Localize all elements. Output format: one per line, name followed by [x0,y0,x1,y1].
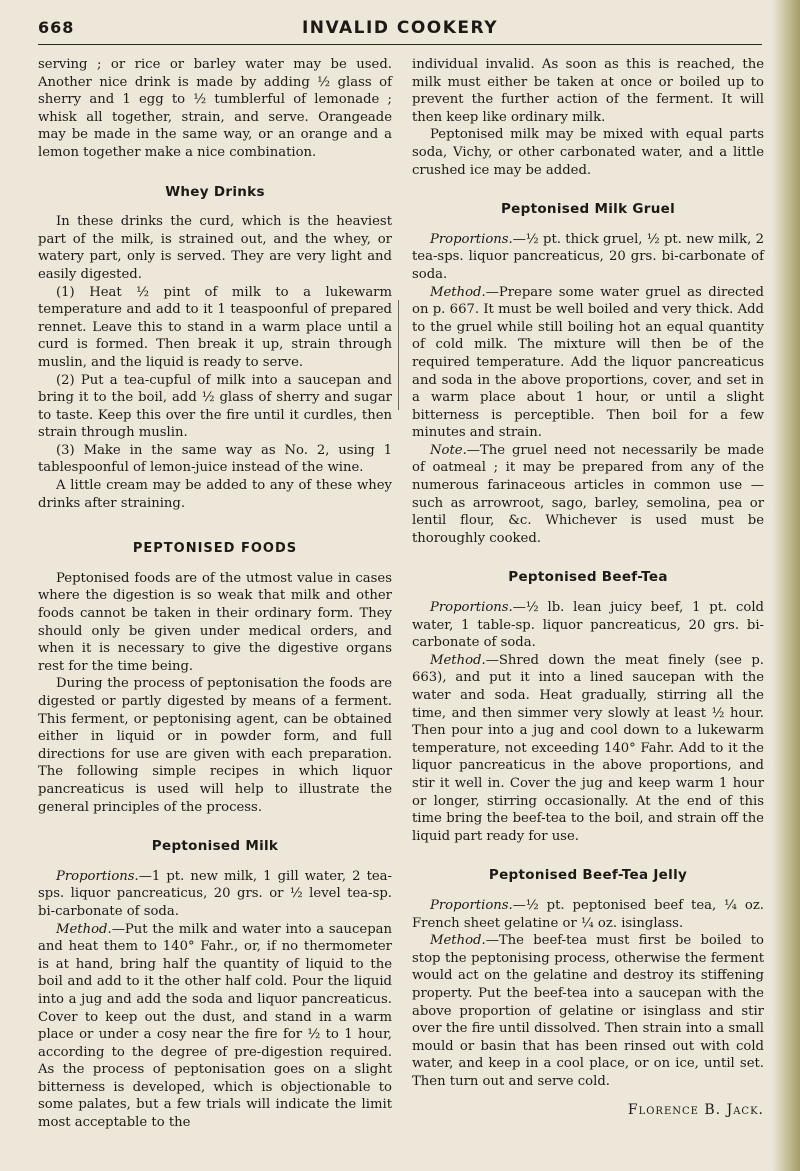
method-text: —Put the milk and water into a saucepan and heat them to 140° Fahr., or, if no thermometer is at hand, bring half the quantity of liquid to the boil and add to it the other half cold. Pour the liquid into a jug and add the soda and liquor pancreaticus. Cover to keep out the dust, and stand in a warm place or under a cosy near the fire for ½ to 1 hour, according to the degree of pre-digestion required. As the process of peptonisation goes on a slight bitterness is developed, which is objectionable to some palates, but a few trials will indicate the limit most acceptable to the [38,921,392,1131]
proportions-paragraph [38,868,392,921]
method-paragraph [38,921,392,1132]
proportions-text: —½ lb. lean juicy beef, 1 pt. cold water, 1 table-sp. liquor pancreaticus, 20 grs. bi-carbonate of soda. [412,600,764,651]
proportions-label: Proportions. [430,231,513,247]
proportions-paragraph [412,599,764,652]
left-column [38,56,392,1132]
method-text: —Prepare some water gruel as directed on p. 667. It must be well boiled and very thick. Add to the gruel while still boiling hot an equal quantity of cold milk. The mixture will then be of the required temperature. Add the liquor pancreaticus and soda in the above proportions, cover, and set in a warm place about 1 hour, or until a slight bitterness is perceptible. Then boil for a few minutes and strain. [412,284,764,441]
proportions-text: —½ pt. thick gruel, ½ pt. new milk, 2 tea-sps. liquor pancreaticus, 20 grs. bi-carbonate of soda. [412,231,764,282]
method-paragraph [412,284,764,442]
proportions-paragraph [412,897,764,932]
note-label: Note. [430,442,467,458]
section-heading-peptonised-foods: PEPTONISED FOODS [132,541,298,557]
section-heading-peptonised-milk-gruel: Peptonised Milk Gruel [500,201,676,218]
proportions-text: —1 pt. new milk, 1 gill water, 2 tea-sps. liquor pancreaticus, 20 grs. or ½ level tea-sp. bi-carbonate of soda. [38,868,392,919]
paragraph: Peptonised milk may be mixed with equal parts soda, Vichy, or other carbonated water, and a little crushed ice may be added. [412,127,764,178]
paragraph: serving ; or rice or barley water may be used. Another nice drink is made by adding ½ glass of sherry and 1 egg to ½ tumblerful of lemonade ; whisk all together, strain, and serve. Orangeade may be made in the same way, or an orange and a lemon together make a nice combination. [38,57,392,160]
method-label: Method. [430,284,486,300]
method-label: Method. [56,921,112,937]
paragraph: In these drinks the curd, which is the heaviest part of the milk, is strained out, and the whey, or watery part, only is served. They are very light and easily digested. [38,214,392,282]
paragraph: Peptonised foods are of the utmost value in cases where the digestion is so weak that milk and other foods cannot be taken in their ordinary form. They should only be given under medical orders, and when it is necessary to give the digestive organs rest for the time being. [38,570,392,674]
right-column [412,56,764,1120]
proportions-paragraph [412,231,764,284]
paragraph: (3) Make in the same way as No. 2, using 1 tablespoonful of lemon-juice instead of the wine. [38,442,392,476]
paragraph: (2) Put a tea-cupful of milk into a saucepan and bring it to the boil, add ½ glass of sherry and sugar to taste. Keep this over the fire until it curdles, then strain through muslin. [38,372,392,441]
method-label: Method. [430,652,486,668]
section-heading-peptonised-milk: Peptonised Milk [151,838,279,855]
proportions-label: Proportions. [430,600,513,616]
page-edge [772,0,800,1171]
paragraph: (1) Heat ½ pint of milk to a lukewarm temperature and add to it 1 teaspoonful of prepared rennet. Leave this to stand in a warm place until a curd is formed. Then break it up, strain through muslin, and the liquid is ready to serve. [38,284,392,370]
running-title: INVALID COOKERY [301,18,499,38]
method-text: —The beef-tea must first be boiled to stop the peptonising process, otherwise the ferment would act on the gelatine and destroy its stiffening property. Put the beef-tea into a saucepan with the above proportion of gelatine or isinglass and stir over the fire until dissolved. Then strain into a small mould or basin that has been rinsed out with cold water, and keep in a cool place, or on ice, until set. Then turn out and serve cold. [412,933,764,1089]
column-rule [398,300,399,410]
method-text: —Shred down the meat finely (see p. 663), and put it into a lined saucepan with the water and soda. Heat gradually, stirring all the time, and then simmer very slowly at least ½ hour. Then pour into a jug and cool down to a lukewarm temperature, not exceeding 140° Fahr. Add to it the liquor pancreaticus in the above proportions, and stir it well in. Cover the jug and keep warm 1 hour or longer, stirring occasionally. At the end of this time bring the beef-tea to the boil, and strain off the liquid part ready for use. [412,652,764,844]
page-header [38,18,762,45]
author-signature: Florence B. Jack. [627,1102,764,1119]
section-heading-whey-drinks: Whey Drinks [165,183,265,200]
method-paragraph [412,932,764,1090]
note-paragraph [412,442,764,548]
proportions-label: Proportions. [56,868,139,884]
note-text: —The gruel need not necessarily be made of oatmeal ; it may be prepared from any of the numerous farinaceous articles in common use —such as arrowroot, sago, barley, semolina, pea or lentil flour, &c. Whichever is used must be thoroughly cooked. [412,442,764,546]
method-paragraph [412,652,764,846]
proportions-label: Proportions. [430,897,513,913]
section-heading-peptonised-beef-tea: Peptonised Beef-Tea [508,569,668,586]
page-number: 668 [38,18,75,37]
section-heading-peptonised-beef-tea-jelly: Peptonised Beef-Tea Jelly [488,867,688,884]
paragraph: A little cream may be added to any of these whey drinks after straining. [38,478,392,511]
paragraph: individual invalid. As soon as this is reached, the milk must either be taken at once or boiled up to prevent the further action of the ferment. It will then keep like ordinary milk. [412,57,764,125]
paragraph: During the process of peptonisation the foods are digested or partly digested by means of a ferment. This ferment, or peptonising agent, can be obtained either in liquid or in powder form, and full directions for use are given with each preparation. The following simple recipes in which liquor pancreaticus is used will help to illustrate the general principles of the process. [38,676,392,815]
method-label: Method. [430,933,486,949]
proportions-text: —½ pt. peptonised beef tea, ¼ oz. French sheet gelatine or ¼ oz. isinglass. [412,897,764,931]
